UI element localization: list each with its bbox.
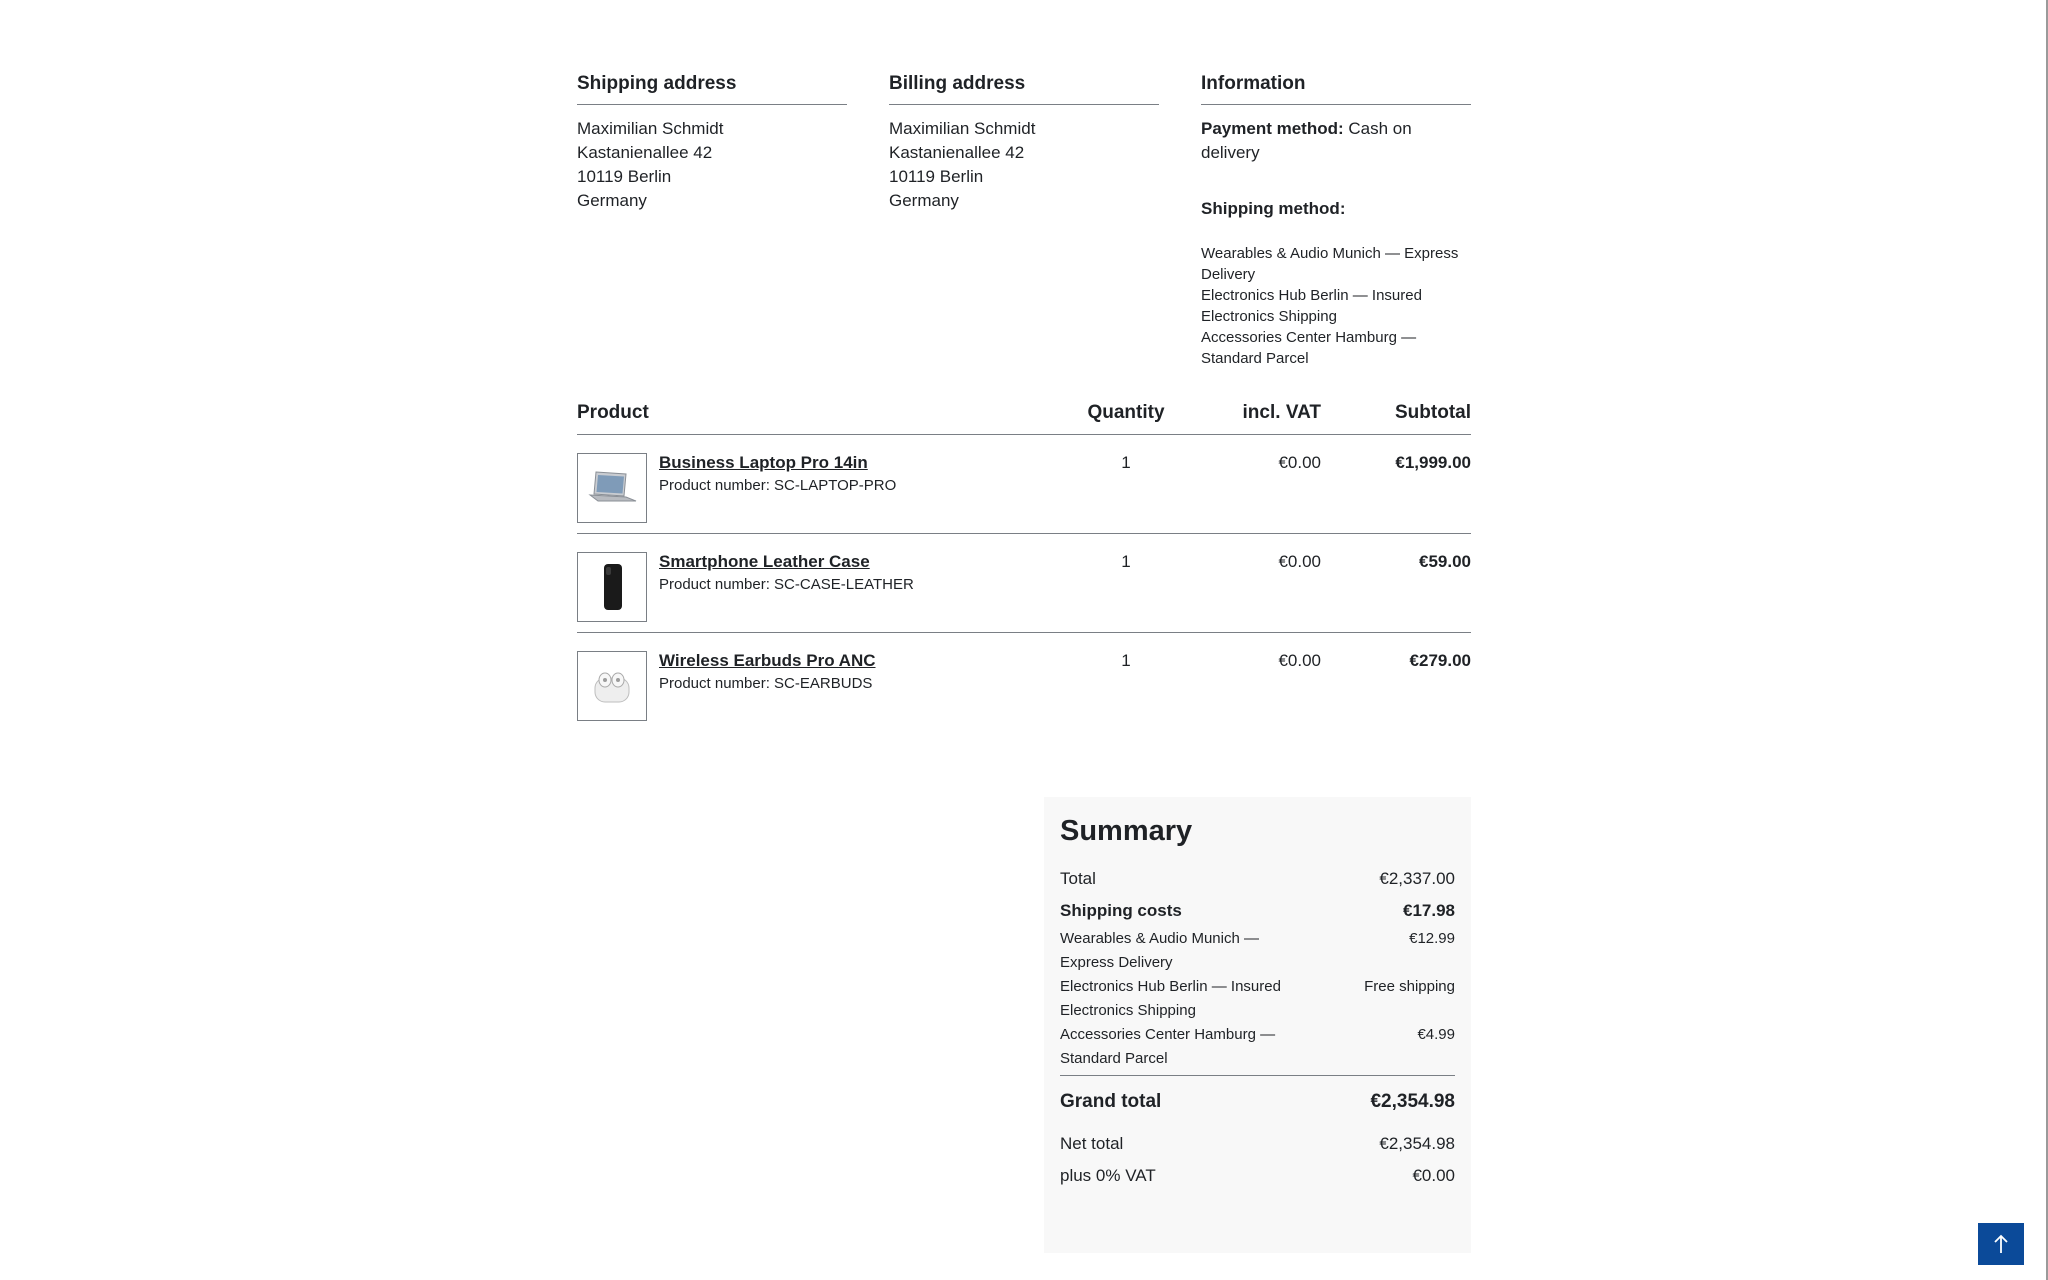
summary-net-total-row <box>1060 1132 1455 1156</box>
shipping-address-country: Germany <box>577 191 647 210</box>
laptop-icon <box>584 468 640 508</box>
information-section <box>1201 72 1471 369</box>
payment-method <box>1201 117 1471 165</box>
summary-total-row <box>1060 867 1455 891</box>
table-row <box>577 435 1471 534</box>
grand-total-label: Grand total <box>1060 1091 1162 1112</box>
shipping-address-name: Maximilian Schmidt <box>577 119 724 138</box>
summary-divider <box>1060 1075 1455 1076</box>
product-subtotal: €1,999.00 <box>1395 453 1471 472</box>
vat-label: plus 0% VAT <box>1060 1166 1156 1185</box>
shipping-cost-item-name: Accessories Center Hamburg — Standard Parcel <box>1060 1026 1276 1067</box>
vat-value: €0.00 <box>1412 1166 1455 1185</box>
product-name-link[interactable]: Business Laptop Pro 14in <box>659 453 868 472</box>
product-vat: €0.00 <box>1278 651 1321 670</box>
billing-address-heading: Billing address <box>889 72 1159 105</box>
product-image[interactable] <box>577 651 647 721</box>
product-subtotal: €279.00 <box>1409 651 1471 670</box>
summary-grand-total-row <box>1060 1090 1455 1114</box>
payment-method-label: Payment method: <box>1201 119 1344 138</box>
product-subtotal: €59.00 <box>1419 552 1471 571</box>
billing-address-country: Germany <box>889 191 959 210</box>
shipping-method-item: Accessories Center Hamburg — Standard Parcel <box>1201 329 1417 367</box>
column-header-product: Product <box>577 402 649 423</box>
shipping-cost-item-value: €12.99 <box>1409 930 1455 947</box>
product-number: Product number: SC-EARBUDS <box>659 675 873 692</box>
net-total-value: €2,354.98 <box>1379 1134 1455 1153</box>
net-total-label: Net total <box>1060 1134 1124 1153</box>
billing-address-street: Kastanienallee 42 <box>889 143 1025 162</box>
shipping-address-section <box>577 72 847 213</box>
product-vat: €0.00 <box>1278 552 1321 571</box>
summary-total-label: Total <box>1060 869 1096 888</box>
shipping-method-item: Electronics Hub Berlin — Insured Electronics Shipping <box>1201 287 1422 325</box>
grand-total-value: €2,354.98 <box>1370 1091 1455 1112</box>
product-name-link[interactable]: Smartphone Leather Case <box>659 552 870 571</box>
shipping-method-label: Shipping method: <box>1201 199 1346 218</box>
shipping-cost-item-name: Electronics Hub Berlin — Insured Electronics Shipping <box>1060 978 1281 1019</box>
billing-address-section <box>889 72 1159 213</box>
line-items-table <box>577 398 1471 731</box>
product-quantity: 1 <box>1121 453 1131 472</box>
product-image[interactable] <box>577 552 647 622</box>
table-header <box>577 398 1471 435</box>
billing-address-name: Maximilian Schmidt <box>889 119 1036 138</box>
earbuds-icon <box>587 664 637 708</box>
shipping-address-street: Kastanienallee 42 <box>577 143 713 162</box>
shipping-cost-item <box>1060 975 1455 1023</box>
information-heading: Information <box>1201 72 1471 105</box>
product-vat: €0.00 <box>1278 453 1321 472</box>
column-header-subtotal: Subtotal <box>1395 402 1471 423</box>
product-number: Product number: SC-LAPTOP-PRO <box>659 477 897 494</box>
shipping-cost-item <box>1060 1023 1455 1071</box>
summary-shipping-costs-row <box>1060 899 1455 923</box>
order-summary <box>1044 797 1471 1253</box>
table-row <box>577 534 1471 633</box>
shipping-method-list <box>1201 243 1471 369</box>
column-header-vat: incl. VAT <box>1242 402 1321 423</box>
column-header-quantity: Quantity <box>1087 402 1165 423</box>
shipping-costs-label: Shipping costs <box>1060 901 1182 920</box>
product-number: Product number: SC-CASE-LEATHER <box>659 576 914 593</box>
billing-address-city: 10119 Berlin <box>889 167 984 186</box>
shipping-address-city: 10119 Berlin <box>577 167 672 186</box>
product-image[interactable] <box>577 453 647 523</box>
shipping-method-item: Wearables & Audio Munich — Express Delivery <box>1201 245 1459 283</box>
summary-title: Summary <box>1060 815 1193 847</box>
payment-method-value: Cash on delivery <box>1201 119 1412 162</box>
arrow-up-icon <box>1992 1233 2010 1255</box>
product-name-link[interactable]: Wireless Earbuds Pro ANC <box>659 651 876 670</box>
shipping-cost-item-value: Free shipping <box>1364 978 1455 995</box>
summary-total-value: €2,337.00 <box>1379 869 1455 888</box>
shipping-cost-item-value: €4.99 <box>1417 1026 1455 1043</box>
shipping-address-heading: Shipping address <box>577 72 847 105</box>
phone-case-icon <box>597 561 627 613</box>
table-row <box>577 633 1471 731</box>
summary-vat-row <box>1060 1164 1455 1188</box>
product-quantity: 1 <box>1121 651 1131 670</box>
shipping-costs-value: €17.98 <box>1403 901 1455 920</box>
shipping-cost-item <box>1060 927 1455 975</box>
back-to-top-button[interactable] <box>1978 1223 2024 1265</box>
shipping-cost-item-name: Wearables & Audio Munich — Express Delivery <box>1060 930 1259 971</box>
product-quantity: 1 <box>1121 552 1131 571</box>
